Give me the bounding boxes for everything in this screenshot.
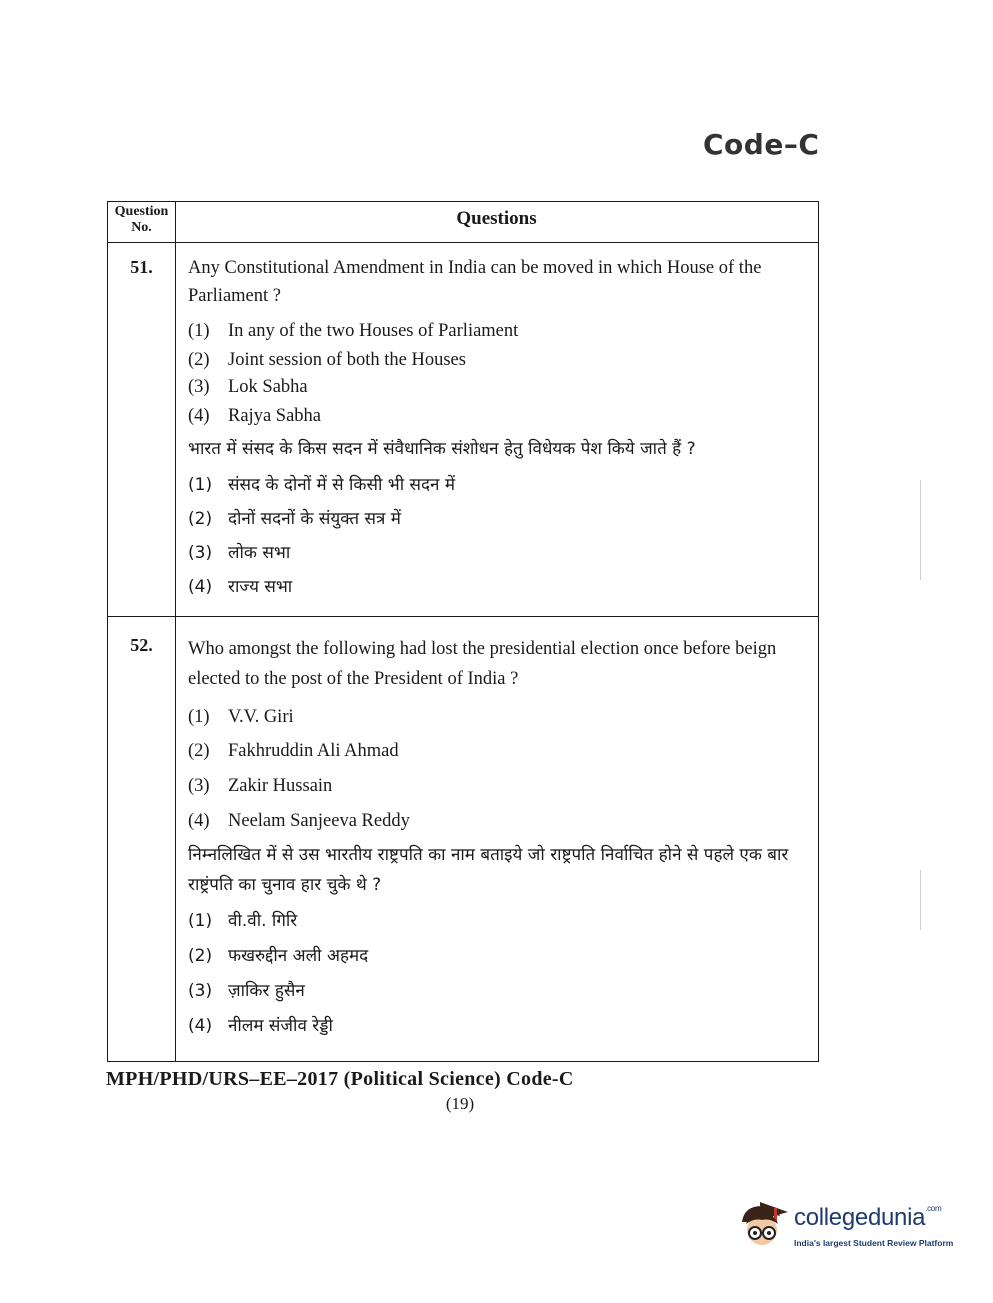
- option-item: (1) In any of the two Houses of Parliament: [188, 321, 519, 341]
- brand-tagline: India's largest Student Review Platform: [794, 1238, 954, 1248]
- questions-table: [107, 201, 819, 1062]
- option-item-hi: (2) दोनों सदनों के संयुक्त सत्र में: [188, 509, 401, 529]
- column-header-question-no: Question No.: [114, 204, 169, 235]
- option-item-hi: (1) वी.वी. गिरि: [188, 911, 298, 931]
- option-item: (3) Lok Sabha: [188, 377, 308, 397]
- header-divider: [108, 242, 818, 243]
- question-text-en: Who amongst the following had lost the presidential election once before beign elected to the post of the President of India ?: [188, 639, 777, 689]
- page-number: (19): [445, 1094, 475, 1113]
- question-text-hi: निम्नलिखित में से उस भारतीय राष्ट्रपति का नाम बताइये जो राष्ट्रपति निर्वाचित होने से पहले एक बार राष्ट्रंपति का चुनाव हार चुके थे ?: [188, 845, 789, 895]
- watermark-logo: [736, 1196, 961, 1260]
- question-block: [188, 634, 816, 1044]
- row-divider: [108, 616, 818, 617]
- option-item-hi: (4) नीलम संजीव रेड्डी: [188, 1016, 333, 1036]
- option-item-hi: (2) फखरुद्दीन अली अहमद: [188, 946, 369, 966]
- question-text-hi: भारत में संसद के किस सदन में संवैधानिक संशोधन हेतु विधेयक पेश किये जाते हैं ?: [188, 439, 696, 459]
- option-item: (4) Rajya Sabha: [188, 406, 321, 426]
- question-block: [188, 254, 816, 604]
- question-text-en: Any Constitutional Amendment in India can be moved in which House of the Parliament ?: [188, 258, 762, 306]
- paper-code: Code–C: [703, 128, 820, 161]
- option-item: (3) Zakir Hussain: [188, 776, 333, 796]
- column-divider: [175, 202, 176, 1061]
- question-number: 52.: [130, 635, 153, 655]
- option-item: (4) Neelam Sanjeeva Reddy: [188, 811, 410, 831]
- option-item-hi: (3) ज़ाकिर हुसैन: [188, 981, 305, 1001]
- question-number: 51.: [130, 257, 153, 277]
- option-item: (2) Joint session of both the Houses: [188, 350, 466, 370]
- scan-artifact: [920, 870, 921, 930]
- option-item-hi: (4) राज्य सभा: [188, 577, 293, 597]
- option-item-hi: (3) लोक सभा: [188, 543, 291, 563]
- scan-artifact: [920, 480, 921, 580]
- exam-footer: MPH/PHD/URS–EE–2017 (Political Science) Code-C: [106, 1068, 574, 1090]
- option-item: (2) Fakhruddin Ali Ahmad: [188, 741, 399, 761]
- column-header-questions: Questions: [456, 208, 537, 229]
- mascot-icon: [736, 1200, 792, 1256]
- brand-name: collegedunia$^{.com}$: [794, 1204, 942, 1231]
- option-item-hi: (1) संसद के दोनों में से किसी भी सदन में: [188, 475, 456, 495]
- option-item: (1) V.V. Giri: [188, 707, 294, 727]
